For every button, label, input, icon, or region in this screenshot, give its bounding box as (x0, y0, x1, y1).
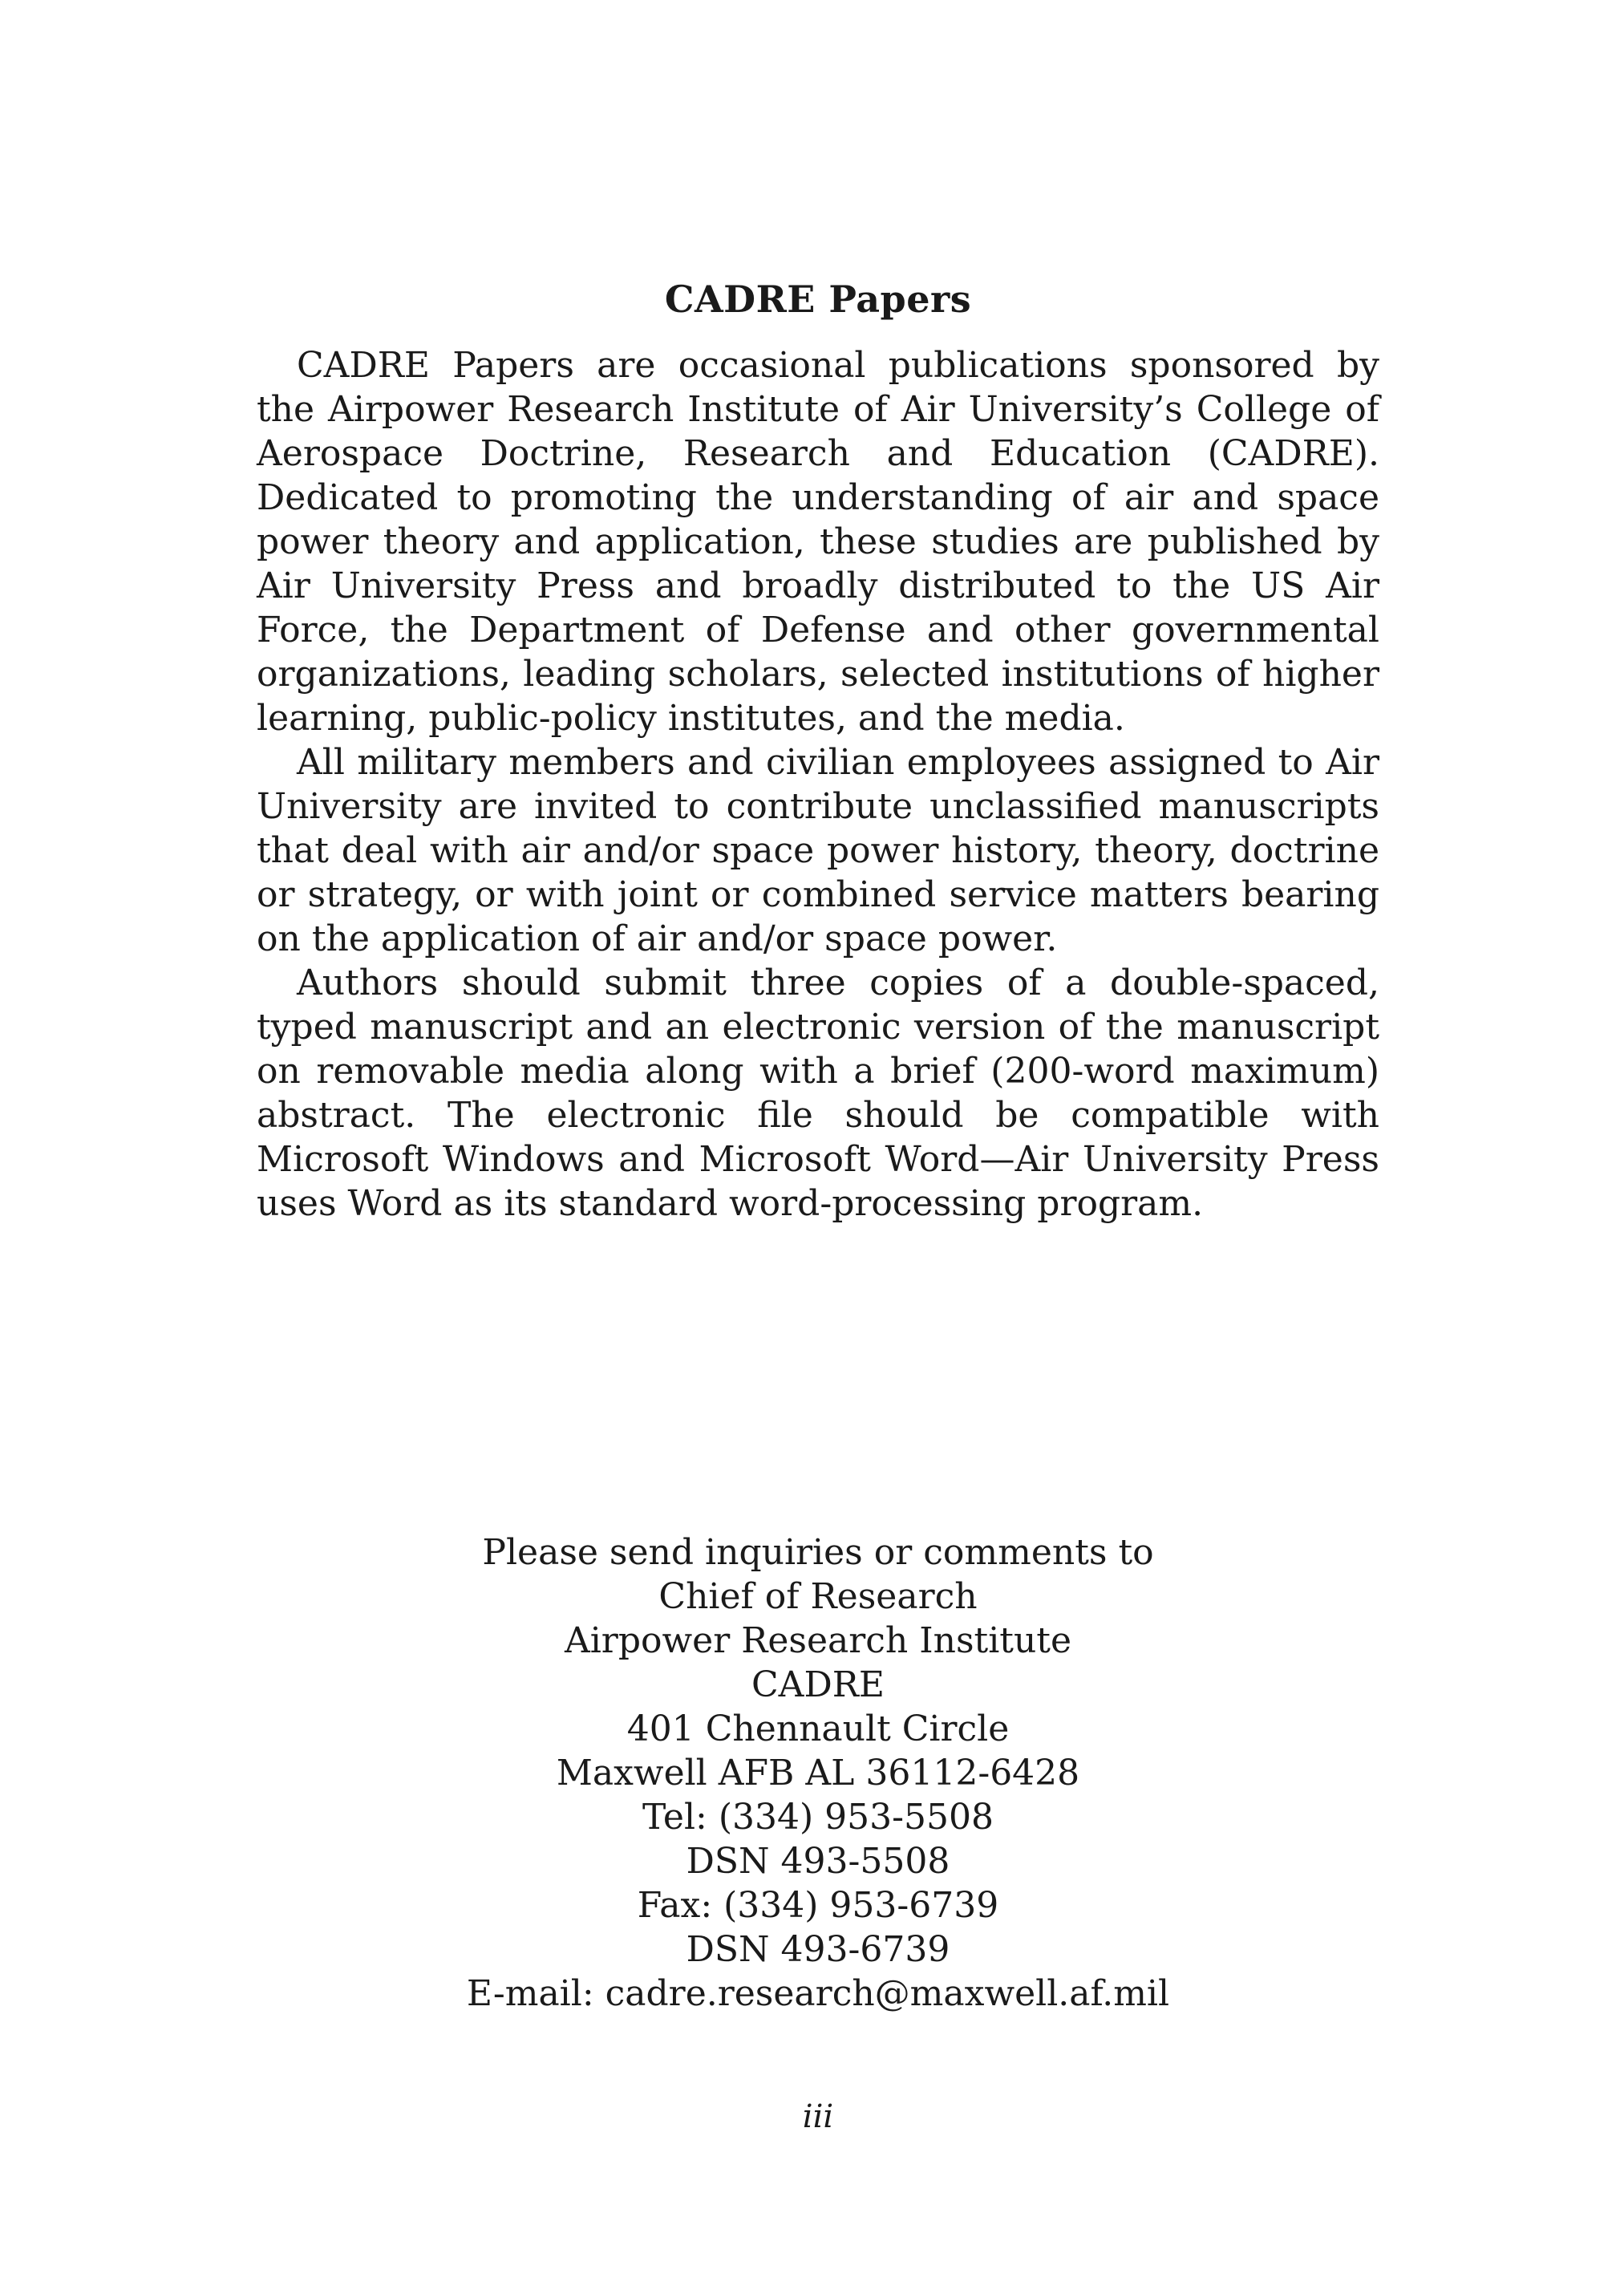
contact-intro: Please send inquiries or comments to (482, 1532, 1154, 1573)
contact-email: E-mail: cadre.research@maxwell.af.mil (466, 1973, 1170, 2014)
contact-recipient: Chief of Research (658, 1576, 978, 1617)
contact-telephone-dsn: DSN 493-5508 (686, 1841, 950, 1882)
paragraph-contributors: All military members and civilian employees assigned to Air University are invited to contribute unclassified manuscripts that deal with air and/or space power history, theory, doctrine or strategy, or with joint or combined service matters bearing on the application of air and/or space power. (257, 742, 1379, 959)
contact-block (257, 1530, 1379, 2016)
contact-telephone: Tel: (334) 953-5508 (642, 1797, 994, 1838)
page-title: CADRE Papers (664, 278, 972, 321)
paragraph-sponsorship: CADRE Papers are occasional publications sponsored by the Airpower Research Institute of Air University’s College of Aerospace Doctrine, Research and Education (CADRE). Dedicated to promoting the understanding of air and space power theory and application, these studies are published by Air University Press and broadly distributed to the US Air Force, the Department of Defense and other governmental organizations, leading scholars, selected institutions of higher learning, public-policy institutes, and the media. (257, 345, 1379, 739)
contact-institute: Airpower Research Institute (564, 1620, 1072, 1661)
body-text (257, 343, 1379, 1226)
contact-fax: Fax: (334) 953-6739 (637, 1885, 999, 1926)
contact-organization: CADRE (751, 1664, 885, 1705)
contact-street: 401 Chennault Circle (626, 1708, 1010, 1749)
paragraph-submission: Authors should submit three copies of a double-spaced, typed manuscript and an electronic version of the manuscript on removable media along with a brief (200-word maximum) abstract. The electronic file should be compatible with Microsoft Windows and Microsoft Word—Air University Press uses Word as its standard word-processing program. (257, 963, 1379, 1224)
contact-fax-dsn: DSN 493-6739 (686, 1929, 950, 1970)
page-number: iii (802, 2098, 834, 2135)
contact-city: Maxwell AFB AL 36112-6428 (556, 1753, 1080, 1794)
